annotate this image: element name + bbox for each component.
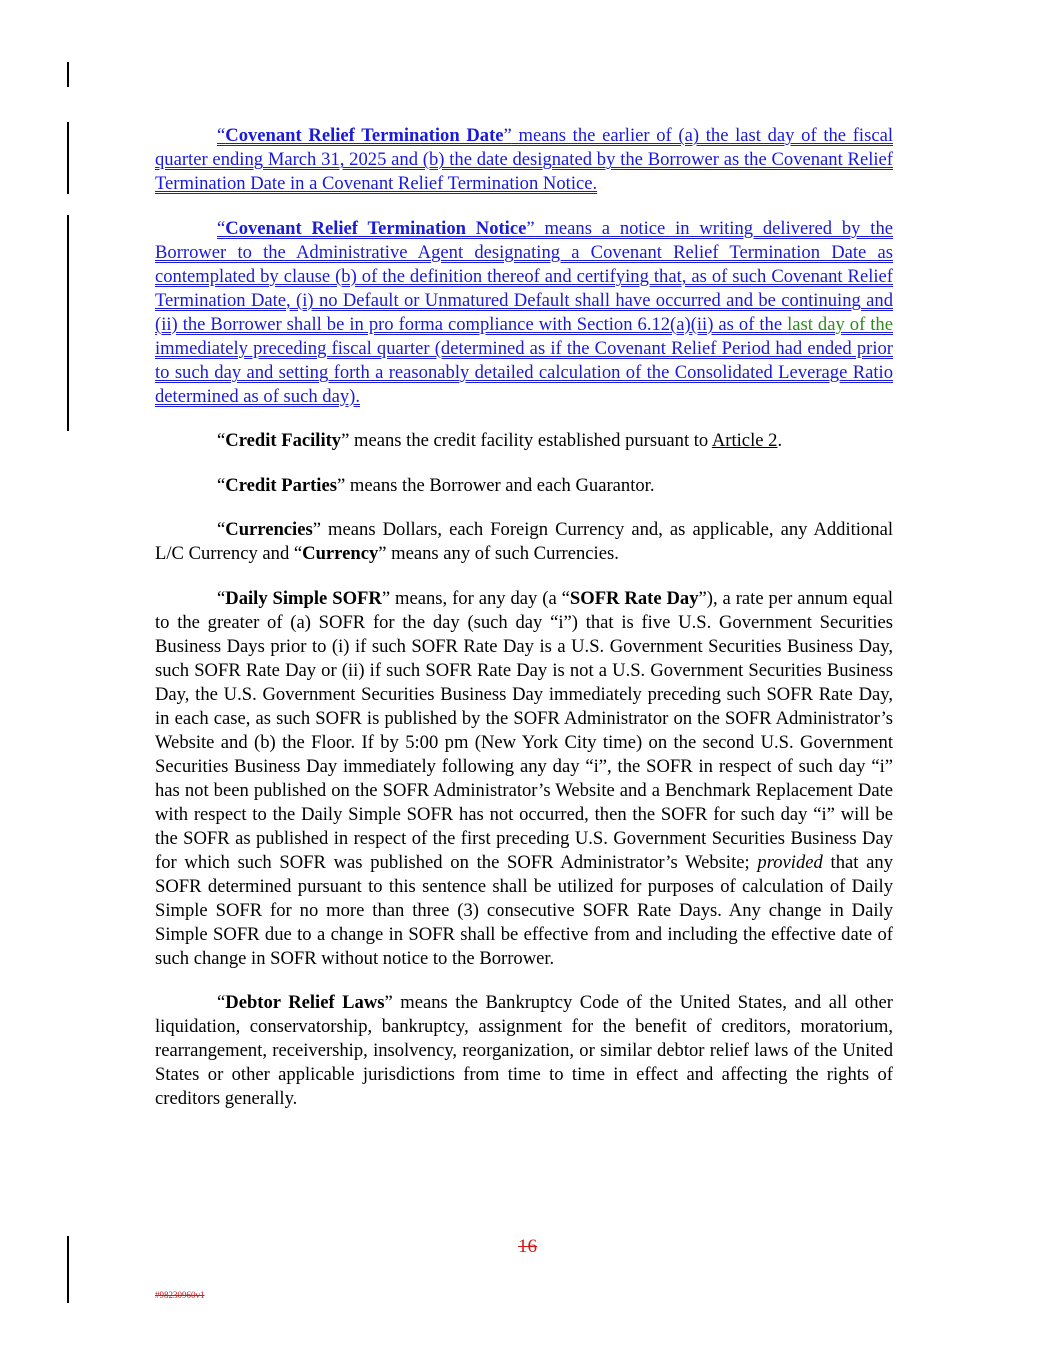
open-quote: “ xyxy=(217,587,226,609)
close-quote: ” xyxy=(381,587,391,609)
definition-daily-simple-sofr xyxy=(155,587,893,971)
inserted-text-green: last day of the xyxy=(787,313,893,335)
definition-text: . xyxy=(777,430,783,451)
definition-text: means the Borrower and each Guarantor. xyxy=(345,474,655,496)
cross-reference-link[interactable]: Article 2 xyxy=(711,430,778,451)
definition-text: means Dollars, each Foreign Currency and, as applicable, any Additional L/C Currency and “ xyxy=(155,519,893,564)
definition-text: means the earlier of (a) the last day of the fiscal quarter ending March 31, 2025 and (b) the date designated by the Borrower as the Covenant Relief Termination Date in a Covenant Relief Termination Notice. xyxy=(155,125,893,194)
definition-currencies xyxy=(155,518,893,566)
definition-text: means, for any day (a “ xyxy=(390,587,570,609)
defined-term: Daily Simple SOFR xyxy=(225,587,382,609)
definition-text: that any SOFR determined pursuant to this sentence shall be utilized for purposes of calculation of Daily Simple SOFR for no more than three (3) consecutive SOFR Rate Days. Any change in Daily Simple SOFR due to a change in SOFR shall be effective from and including the effective date of such change in SOFR without notice to the Borrower. xyxy=(155,851,893,969)
document-id: #98230960v1 xyxy=(155,1290,205,1300)
change-bar xyxy=(67,122,69,194)
defined-term: Covenant Relief Termination Date xyxy=(225,125,504,146)
definition-credit-parties xyxy=(155,474,893,498)
close-quote: ” xyxy=(503,125,512,146)
open-quote: “ xyxy=(217,217,226,239)
close-quote: ” xyxy=(526,217,535,239)
definition-debtor-relief-laws xyxy=(155,991,893,1111)
definition-text: immediately preceding fiscal quarter (determined as if the Covenant Relief Period had ended prior to such day and setting forth a reasonably detailed calculation of the Consolidated Leverage Ratio determined as of such day). xyxy=(155,337,893,407)
open-quote: “ xyxy=(217,430,226,451)
defined-term: Credit Parties xyxy=(225,474,337,496)
italic-text: provided xyxy=(757,851,823,873)
close-quote: ” xyxy=(341,430,350,451)
definition-text: means a notice in writing delivered by the Borrower to the Administrative Agent designating a Covenant Relief Termination Date as contemplated by clause (b) of the definition thereof and certifying that, as of such Covenant Relief Termination Date, (i) no Default or Unmatured Default shall have occurred and be continuing and (ii) the Borrower shall be in pro forma compliance with Section 6.12(a)(ii) as of the xyxy=(155,217,893,335)
definition-text: ” means any of such Currencies. xyxy=(378,543,619,564)
definition-covenant-relief-termination-date xyxy=(155,124,893,196)
open-quote: “ xyxy=(217,992,226,1013)
defined-term: SOFR Rate Day xyxy=(569,587,699,609)
defined-term: Currencies xyxy=(225,519,313,540)
page-number: 16 xyxy=(518,1236,537,1257)
definition-covenant-relief-termination-notice xyxy=(155,217,893,409)
change-bar xyxy=(67,215,69,431)
open-quote: “ xyxy=(217,519,226,540)
definition-text: ”), a rate per annum equal to the greater of (a) SOFR for the day (such day “i”) that is five U.S. Government Securities Business Days prior to (i) if such SOFR Rate Day is a U.S. Government Securities Business Day, such SOFR Rate Day or (ii) if such SOFR Rate Day is not a U.S. Government Securities Business Day, the U.S. Government Securities Business Day immediately preceding such SOFR Rate Day, in each case, as such SOFR is published by the SOFR Administrator on the SOFR Administrator’s Website and (b) the Floor. If by 5:00 pm (New York City time) on the second U.S. Government Securities Business Day immediately following any day “i”, the SOFR in respect of such day “i” has not been published on the SOFR Administrator’s Website and a Benchmark Replacement Date with respect to the Daily Simple SOFR has not occurred, then the SOFR for such day “i” will be the SOFR as published in respect of the first preceding U.S. Government Securities Business Day for which such SOFR was published on the SOFR Administrator’s Website; xyxy=(155,587,893,873)
open-quote: “ xyxy=(217,474,226,496)
definition-text: means the credit facility established pursuant to xyxy=(349,430,712,451)
change-bar xyxy=(67,62,69,87)
defined-term: Credit Facility xyxy=(225,430,342,451)
close-quote: ” xyxy=(336,474,346,496)
defined-term: Currency xyxy=(302,543,379,564)
close-quote: ” xyxy=(312,519,321,540)
definition-credit-facility xyxy=(155,429,893,453)
definition-text: means the Bankruptcy Code of the United States, and all other liquidation, conservatorship, bankruptcy, assignment for the benefit of creditors, moratorium, rearrangement, receivership, insolvency, reorganization, or similar debtor relief laws of the United States or other applicable jurisdictions from time to time in effect and affecting the rights of creditors generally. xyxy=(155,992,893,1109)
close-quote: ” xyxy=(384,992,393,1013)
document-body xyxy=(155,124,893,1132)
defined-term: Covenant Relief Termination Notice xyxy=(225,217,527,239)
defined-term: Debtor Relief Laws xyxy=(225,992,385,1013)
open-quote: “ xyxy=(217,125,226,146)
